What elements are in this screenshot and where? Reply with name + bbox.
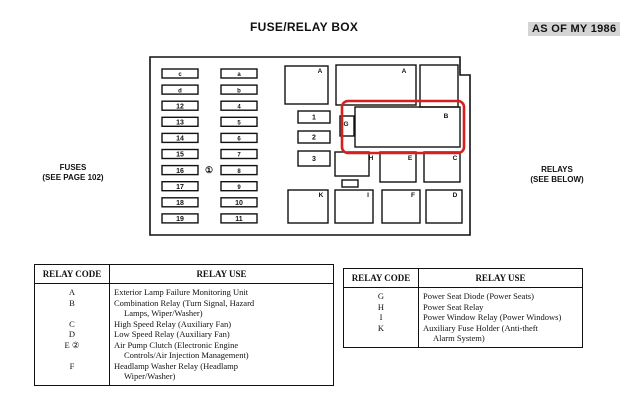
relay-use-cont: Wiper/Washer) xyxy=(124,371,176,381)
relay-letter: E xyxy=(407,155,413,162)
relay-use xyxy=(110,284,334,298)
fuses-label-ref: (SEE PAGE 102) xyxy=(42,173,104,182)
relay-use xyxy=(419,323,583,348)
relay-table-2-code-header: RELAY CODE xyxy=(344,269,419,288)
relay-code: E ② xyxy=(35,340,110,361)
relay-use xyxy=(110,361,334,386)
table-row xyxy=(344,323,583,348)
relay-use xyxy=(110,340,334,361)
table-row xyxy=(35,298,334,319)
fuse-number-right: 7 xyxy=(237,152,241,159)
model-year-badge: AS OF MY 1986 xyxy=(528,22,620,36)
fuse-number-right: 5 xyxy=(237,120,241,127)
relay-letter: H xyxy=(368,155,374,162)
numbered-relay-label: 2 xyxy=(312,134,316,142)
relay-use-text: Power Seat Diode (Power Seats) xyxy=(423,291,534,301)
relay-table-2 xyxy=(343,268,583,348)
numbered-relay-label: 3 xyxy=(312,156,316,163)
relay-use-cont: Controls/Air Injection Management) xyxy=(124,350,249,360)
relay-letter: K xyxy=(318,192,324,199)
table-row xyxy=(344,302,583,313)
table-row xyxy=(344,312,583,323)
relay-table-1-use-header: RELAY USE xyxy=(110,265,334,284)
relay-letter: D xyxy=(452,192,458,199)
relay-use-text: Auxiliary Fuse Holder (Anti-theft xyxy=(423,322,538,333)
fuse-number-left: 13 xyxy=(176,119,184,127)
fuse-number-left: 16 xyxy=(176,167,184,175)
relay-code: K xyxy=(344,323,419,348)
relay-letter: A xyxy=(317,68,323,75)
table-row xyxy=(35,361,334,386)
relay-letter: F xyxy=(411,192,415,199)
highlight-box xyxy=(342,101,464,153)
relay-code: C xyxy=(35,319,110,330)
fuse-number-left: 18 xyxy=(176,200,184,207)
page-title: FUSE/RELAY BOX xyxy=(250,20,359,34)
relay-use xyxy=(419,288,583,302)
relay-letter: I xyxy=(367,192,369,199)
relay-table-1-code-header: RELAY CODE xyxy=(35,265,110,284)
fuse-number-left: 14 xyxy=(176,135,184,143)
relay-use-text: Air Pump Clutch (Electronic Engine xyxy=(114,339,239,350)
relay-code: B xyxy=(35,298,110,319)
relay-code: D xyxy=(35,329,110,340)
relay-use xyxy=(110,319,334,330)
table-row xyxy=(35,329,334,340)
fuse-number-right: 8 xyxy=(237,168,241,175)
relay-code: A xyxy=(35,284,110,298)
relay-letter: B xyxy=(443,113,449,120)
relay-socket-small xyxy=(342,180,358,187)
table-row xyxy=(344,288,583,302)
fuse-number-left: c xyxy=(178,72,182,79)
table-row xyxy=(35,284,334,298)
relay-code: I xyxy=(344,312,419,323)
relay-code: G xyxy=(344,288,419,302)
relay-table-1 xyxy=(34,264,334,386)
relay-letter: G xyxy=(343,121,349,128)
relay-use xyxy=(110,329,334,340)
fuse-number-left: 12 xyxy=(176,103,184,111)
relay-use-text: Power Window Relay (Power Windows) xyxy=(423,312,562,322)
relay-code: F xyxy=(35,361,110,386)
relay-use-cont: Lamps, Wiper/Washer) xyxy=(124,308,203,318)
relay-letter: A xyxy=(401,68,407,75)
relay-use-text: Combination Relay (Turn Signal, Hazard xyxy=(114,297,255,308)
fuse-number-right: 9 xyxy=(237,184,241,191)
table-row xyxy=(35,319,334,330)
relay-socket-h xyxy=(335,152,369,176)
relay-letter: C xyxy=(452,155,458,162)
relay-use-text: Power Seat Relay xyxy=(423,301,484,312)
relay-use xyxy=(419,312,583,323)
relay-code: H xyxy=(344,302,419,313)
relays-label-ref: (SEE BELOW) xyxy=(530,175,584,184)
relays-label-title: RELAYS xyxy=(541,165,573,174)
relay-use-cont: Alarm System) xyxy=(433,333,485,343)
relay-table-2-use-header: RELAY USE xyxy=(419,269,583,288)
fuse-number-right: 4 xyxy=(237,104,241,111)
fuse-number-right: 10 xyxy=(235,200,243,207)
fuse-number-right: a xyxy=(237,72,241,79)
fuse-number-left: d xyxy=(178,88,182,95)
fuse-number-right: 6 xyxy=(237,136,241,143)
numbered-relay-label: 1 xyxy=(312,114,316,122)
relay-use-text: Exterior Lamp Failure Monitoring Unit xyxy=(114,287,249,297)
relay-use-text: Low Speed Relay (Auxiliary Fan) xyxy=(114,329,230,339)
fuse-16-marker: ① xyxy=(204,165,214,176)
relay-use-text: High Speed Relay (Auxiliary Fan) xyxy=(114,318,232,329)
fuse-number-left: 17 xyxy=(176,183,184,191)
relay-use xyxy=(419,302,583,313)
fuse-number-right: 11 xyxy=(235,216,243,224)
table-row xyxy=(35,340,334,361)
fuses-label-title: FUSES xyxy=(59,163,87,172)
fuse-number-left: 15 xyxy=(176,151,184,159)
relay-use-text: Headlamp Washer Relay (Headlamp xyxy=(114,360,239,371)
fuse-number-right: b xyxy=(237,88,241,95)
fuse-number-left: 19 xyxy=(176,216,184,224)
relay-use xyxy=(110,298,334,319)
fuse-box-outline xyxy=(150,57,470,235)
